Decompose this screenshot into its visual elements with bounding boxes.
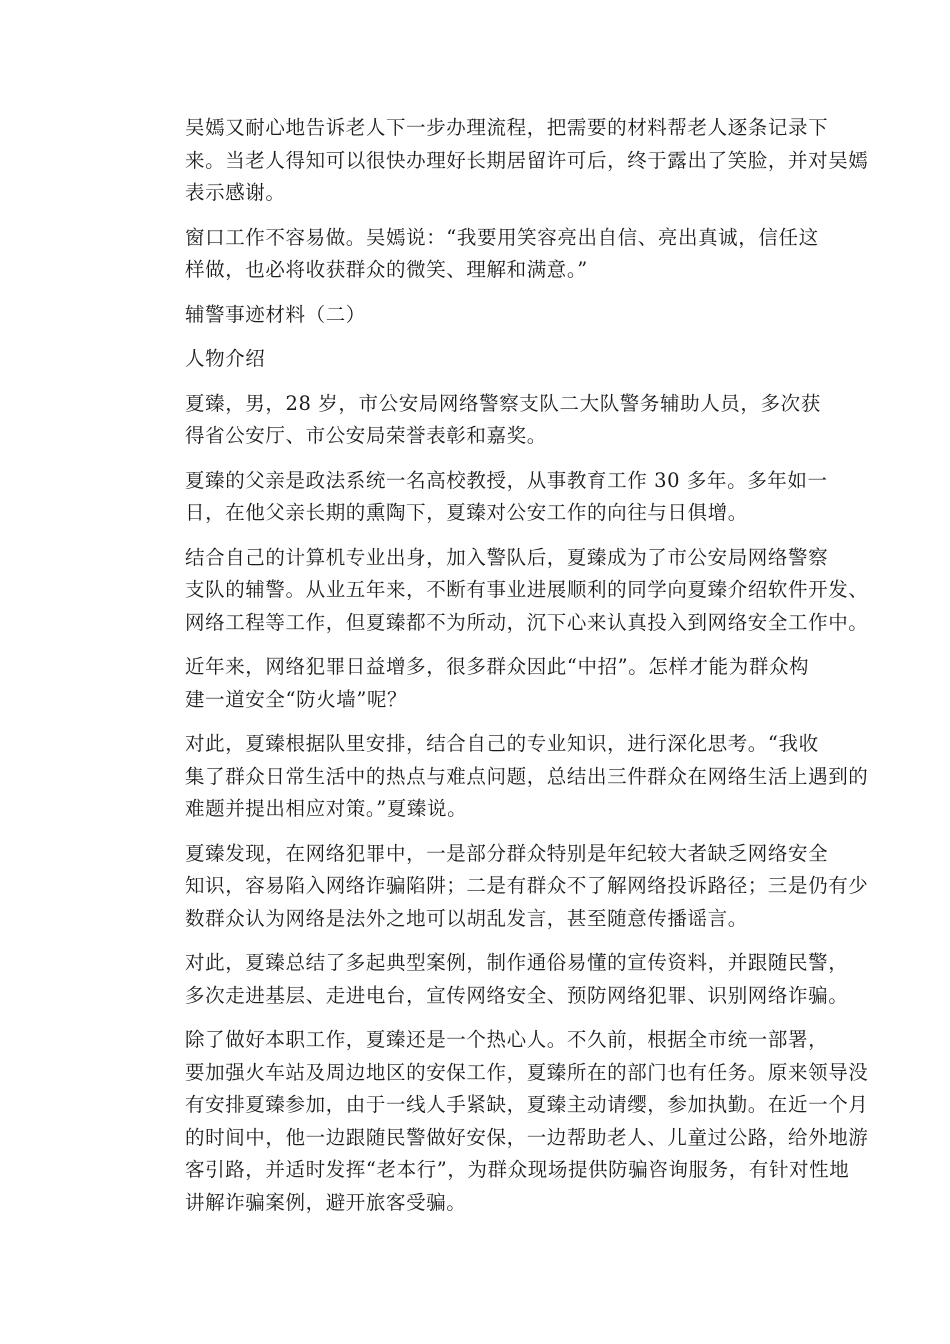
text-line: 对此，夏臻根据队里安排，结合自己的专业知识，进行深化思考。“我收 [185, 732, 819, 755]
text-line: 集了群众日常生活中的热点与难点问题，总结出三件群众在网络生活上遇到的 [185, 764, 869, 788]
text-line: 的时间中，他一边跟随民警做好安保，一边帮助老人、儿童过公路，给外地游 [185, 1125, 869, 1149]
paragraph [146, 343, 814, 376]
paragraph [146, 388, 821, 453]
text-line: 知识，容易陷入网络诈骗陷阱；二是有群众不了解网络投诉路径；三是仍有少 [185, 874, 869, 897]
text-line: 夏臻发现，在网络犯罪中，一是部分群众特别是年纪较大者缺乏网络安全 [185, 841, 829, 865]
text-line: 除了做好本职工作，夏臻还是一个热心人。不久前，根据全市统一部署， [185, 1028, 829, 1051]
text-line: 窗口工作不容易做。吴嫣说：“我要用笑容亮出自信、亮出真诚，信任这 [185, 225, 819, 249]
text-line: 难题并提出相应对策。”夏臻说。 [185, 797, 468, 820]
text-line: 讲解诈骗案例，避开旅客受骗。 [185, 1190, 467, 1214]
text-line: 表示感谢。 [185, 181, 286, 204]
text-line: 多次走进基层、走进电台，宣传网络安全、预防网络犯罪、识别网络诈骗。 [185, 983, 849, 1007]
text-line: 近年来，网络犯罪日益增多，很多群众因此“中招”。怎样才能为群众构 [185, 655, 810, 678]
text-line: 数群众认为网络是法外之地可以胡乱发言，甚至随意传播谣言。 [185, 906, 748, 930]
paragraph [146, 465, 828, 530]
paragraph [146, 838, 869, 936]
text-line: 夏臻的父亲是政法系统一名高校教授，从事教育工作 30 多年。多年如一 [185, 468, 828, 492]
paragraph [146, 651, 814, 716]
text-line: 支队的辅警。从业五年来，不断有事业进展顺利的同学向夏臻介绍软件开发、 [185, 578, 869, 601]
paragraph [146, 222, 819, 287]
text-line: 夏臻，男，28 岁，市公安局网络警察支队二大队警务辅助人员，多次获 [185, 391, 821, 415]
paragraph [146, 947, 849, 1012]
text-line: 辅警事迹材料（二） [185, 302, 366, 326]
text-line: 日，在他父亲长期的熏陶下，夏臻对公安工作的向往与日俱增。 [185, 501, 748, 524]
paragraph [146, 542, 869, 640]
paragraph [146, 112, 869, 210]
text-line: 建一道安全“防火墙”呢？ [185, 687, 408, 711]
paragraph [146, 728, 869, 826]
document-body [146, 112, 869, 1231]
text-line: 网络工程等工作，但夏臻都不为所动，沉下心来认真投入到网络安全工作中。 [185, 610, 869, 634]
text-line: 结合自己的计算机专业出身，加入警队后，夏臻成为了市公安局网络警察 [185, 545, 829, 569]
text-line: 对此，夏臻总结了多起典型案例，制作通俗易懂的宣传资料，并跟随民警， [185, 951, 849, 974]
text-line: 样做，也必将收获群众的微笑、理解和满意。” [185, 258, 588, 281]
text-line: 来。当老人得知可以很快办理好长期居留许可后，终于露出了笑脸，并对吴嫣 [185, 148, 869, 172]
text-line: 有安排夏臻参加，由于一线人手紧缺，夏臻主动请缨，参加执勤。在近一个月 [185, 1093, 869, 1116]
text-line: 人物介绍 [185, 347, 266, 370]
text-line: 要加强火车站及周边地区的安保工作，夏臻所在的部门也有任务。原来领导没 [185, 1060, 869, 1084]
text-line: 得省公安厅、市公安局荣誉表彰和嘉奖。 [185, 424, 547, 447]
text-line: 客引路，并适时发挥“老本行”，为群众现场提供防骗咨询服务，有针对性地 [185, 1158, 850, 1181]
paragraph [146, 299, 814, 332]
text-line: 吴嫣又耐心地告诉老人下一步办理流程，把需要的材料帮老人逐条记录下 [185, 116, 829, 139]
paragraph [146, 1024, 869, 1219]
